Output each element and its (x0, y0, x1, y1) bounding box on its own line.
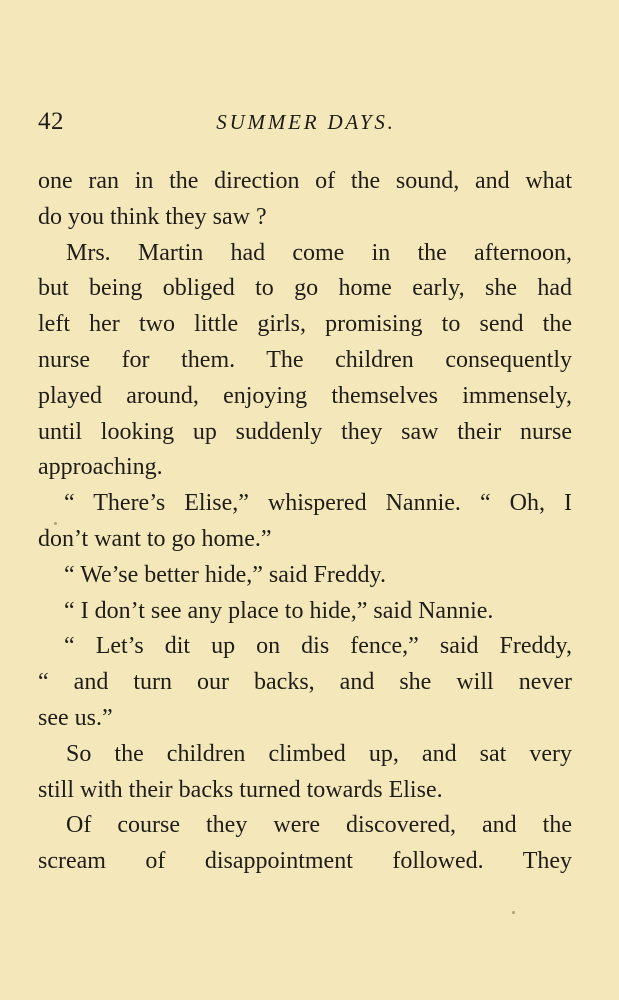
text-line: Of course they were discovered, and the (66, 812, 572, 839)
page-header (38, 107, 572, 137)
text-line: one ran in the direction of the sound, and what (38, 168, 572, 194)
text-line: played around, enjoying themselves immensely, (38, 382, 572, 409)
text-line: “ There’s Elise,” whispered Nannie. “ Oh, I (64, 490, 572, 517)
text-line: still with their backs turned towards Elise. (38, 776, 443, 803)
text-line: until looking up suddenly they saw their nurse (38, 418, 572, 445)
text-line: left her two little girls, promising to send the (38, 311, 572, 338)
text-line: approaching. (38, 454, 163, 481)
text-line: “ I don’t see any place to hide,” said Nannie. (64, 597, 494, 624)
page-body (38, 164, 572, 880)
paper-speck (54, 522, 57, 525)
text-line: see us.” (38, 704, 113, 731)
text-line: Mrs. Martin had come in the afternoon, (66, 239, 572, 266)
running-title: SUMMER DAYS. (216, 110, 396, 134)
text-line: So the children climbed up, and sat very (66, 740, 572, 767)
text-line: “ Let’s dit up on dis fence,” said Freddy, (64, 633, 572, 660)
text-line: but being obliged to go home early, she had (38, 275, 572, 302)
page-number: 42 (38, 108, 64, 135)
text-line: nurse for them. The children consequently (38, 346, 572, 373)
text-line: scream of disappointment followed. They (38, 848, 572, 875)
text-line: do you think they saw ? (38, 203, 267, 230)
text-line: don’t want to go home.” (38, 525, 272, 552)
text-line: “ We’se better hide,” said Freddy. (64, 561, 386, 588)
paper-speck (512, 911, 515, 914)
text-line: “ and turn our backs, and she will never (38, 669, 572, 696)
